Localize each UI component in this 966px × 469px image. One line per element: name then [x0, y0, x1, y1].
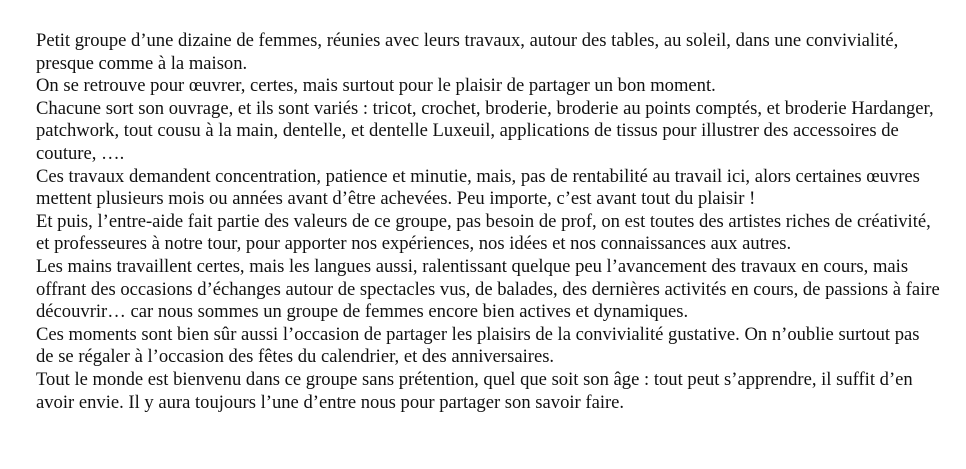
paragraph-crafts: Chacune sort son ouvrage, et ils sont variés : tricot, crochet, broderie, broderie au points comptés, et broderie Hardanger, patchwork, tout cousu à la main, dentelle, et dentelle Luxeuil, applications de tissus pour illustrer des accessoires de couture, ….: [36, 97, 934, 164]
document-body: [36, 30, 941, 414]
paragraph-gastronomy: Ces moments sont bien sûr aussi l’occasion de partager les plaisirs de la convivialité gustative. On n’oublie surtout pas de se régaler à l’occasion des fêtes du calendrier, et des anniversaires.: [36, 323, 920, 368]
paragraph-mutual-aid: Et puis, l’entre-aide fait partie des valeurs de ce groupe, pas besoin de prof, on est toutes des artistes riches de créativité, et professeures à notre tour, pour apporter nos expériences, nos idées et nos connaissances aux autres.: [36, 210, 931, 255]
paragraph-patience: Ces travaux demandent concentration, patience et minutie, mais, pas de rentabilité au travail ici, alors certaines œuvres mettent plusieurs mois ou années avant d’être achevées. Peu importe, c’est avant tout du plaisir !: [36, 165, 920, 210]
paragraph-intro: Petit groupe d’une dizaine de femmes, réunies avec leurs travaux, autour des tables, au soleil, dans une convivialité, presque comme à la maison.: [36, 30, 899, 74]
paragraph-welcome: Tout le monde est bienvenu dans ce groupe sans prétention, quel que soit son âge : tout peut s’apprendre, il suffit d’en avoir envie. Il y aura toujours l’une d’entre nous pour partager son savoir faire.: [36, 368, 913, 413]
paragraph-conversation: Les mains travaillent certes, mais les langues aussi, ralentissant quelque peu l’avancement des travaux en cours, mais offrant des occasions d’échanges autour de spectacles vus, de balades, des dernières activités en cours, de passions à faire découvrir… car nous sommes un groupe de femmes encore bien actives et dynamiques.: [36, 255, 940, 323]
paragraph-purpose: On se retrouve pour œuvrer, certes, mais surtout pour le plaisir de partager un bon moment.: [36, 75, 716, 97]
